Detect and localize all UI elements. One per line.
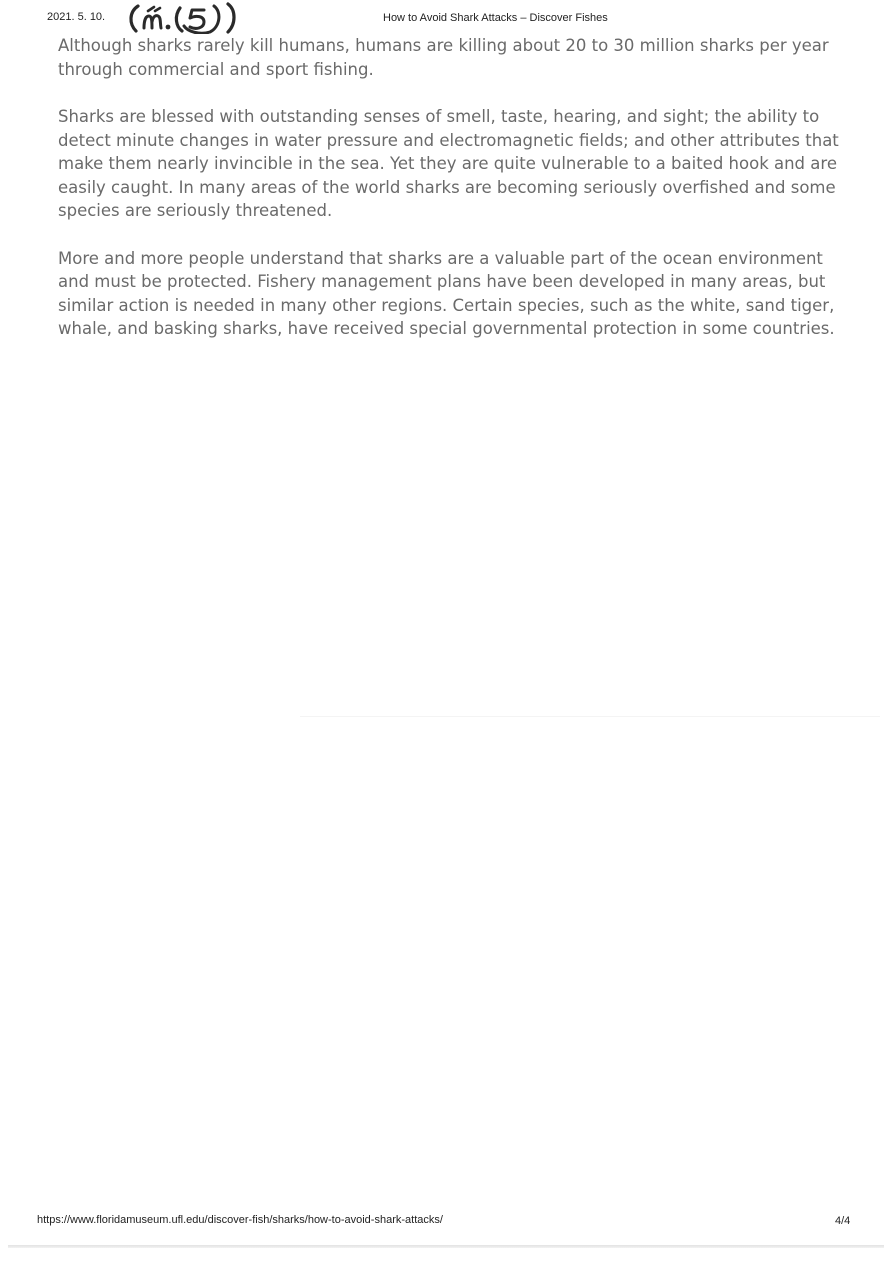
paragraph-shark-senses: Sharks are blessed with outstanding senses of smell, taste, hearing, and sight; the ability to detect minute changes in water pressure and electromagnetic fields; and other attributes that make them nearly invincible in the sea. Yet they are quite vulnerable to a baited hook and are easily caught. In many areas of the world sharks are becoming seriously overfished and some species are seriously threatened. (58, 107, 839, 220)
source-url: https://www.floridamuseum.ufl.edu/discover-fish/sharks/how-to-avoid-shark-attacks/ (37, 1214, 443, 1226)
handwritten-annotation (124, 0, 246, 34)
page-number: 4/4 (835, 1215, 851, 1227)
page-title: How to Avoid Shark Attacks – Discover Fishes (383, 12, 608, 24)
article-body (58, 34, 858, 365)
paragraph-protection: More and more people understand that sharks are a valuable part of the ocean environment and must be protected. Fishery management plans have been developed in many areas, but similar action is needed in many other regions. Certain species, such as the white, sand tiger, whale, and basking sharks, have received special governmental protection in some countries. (58, 248, 835, 338)
scan-edge-divider (8, 1245, 884, 1248)
paragraph-overfishing: Although sharks rarely kill humans, humans are killing about 20 to 30 million sharks per year through commercial and sport fishing. (58, 36, 829, 79)
print-date: 2021. 5. 10. (47, 11, 106, 23)
scan-artifact-line (300, 716, 880, 717)
